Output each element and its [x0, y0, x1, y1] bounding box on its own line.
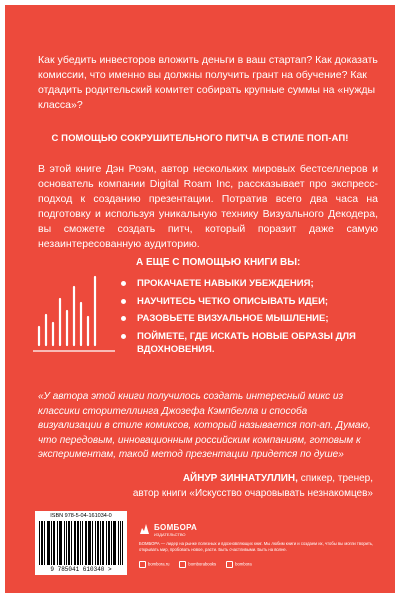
book-back-cover [5, 5, 395, 593]
social-link: bombora [226, 561, 252, 568]
benefit-item: НАУЧИТЕСЬ ЧЕТКО ОПИСЫВАТЬ ИДЕИ; [121, 295, 371, 309]
bar-chart-illustration-icon [31, 267, 121, 357]
social-link: bombora.ru [139, 561, 169, 568]
reviewer-book: автор книги «Искусство очаровывать незнакомцев» [132, 488, 373, 499]
barcode-number: 9 785041 610340 > [50, 566, 112, 573]
globe-icon [139, 561, 146, 568]
benefit-item: ПОЙМЕТЕ, ГДЕ ИСКАТЬ НОВЫЕ ОБРАЗЫ ДЛЯ ВДОХНОВЕНИЯ. [121, 330, 371, 357]
instagram-icon [226, 561, 233, 568]
barcode [35, 511, 127, 575]
reviewer-role: спикер, тренер, [297, 473, 373, 484]
reviewer-name: АЙНУР ЗИННАТУЛЛИН, [182, 473, 298, 484]
tagline: С ПОМОЩЬЮ СОКРУШИТЕЛЬНОГО ПИТЧА В СТИЛЕ ПОП-АП! [51, 133, 349, 144]
benefit-item: ПРОКАЧАЕТЕ НАВЫКИ УБЕЖДЕНИЯ; [121, 277, 371, 291]
publisher-note: БОМБОРА — лидер на рынке полезных и вдохновляющих книг. Мы любим книги и создаем их, чтобы вы могли творить, открывать мир, пробовать новое, расти. Быть счастливыми. Быть на волне. [139, 541, 374, 552]
publisher-subtitle: ИЗДАТЕЛЬСТВО [154, 532, 186, 537]
isbn-label: ISBN 978-5-04-161034-0 [50, 513, 112, 519]
quote-attribution [33, 471, 373, 501]
publisher-name: БОМБОРА [154, 523, 198, 532]
intro-paragraph: Как убедить инвесторов вложить деньги в ваш стартап? Как доказать комиссии, что именно вы должны получить грант на обучение? Как отдадить родительский комитет собирать крупные суммы на «нужды класса»? [38, 54, 378, 111]
benefit-item: РАЗОВЬЕТЕ ВИЗУАЛЬНОЕ МЫШЛЕНИЕ; [121, 312, 371, 326]
barcode-bars [39, 521, 123, 565]
review-quote: «У автора этой книги получилось создать интересный микс из классики сторителлинга Джозефа Кэмпбелла и способа визуализации в стиле комиксов, который называется поп-ап. Думаю, что передовым, инновационным российским компаниям, готовым к экспериментам, такой метод презентации придется по душе» [38, 391, 371, 460]
social-links [139, 561, 379, 568]
benefits-heading: А ЕЩЕ С ПОМОЩЬЮ КНИГИ ВЫ: [136, 257, 301, 268]
vk-icon [179, 561, 186, 568]
bombora-logo-icon [139, 523, 150, 535]
social-link: bomborabooks [179, 561, 216, 568]
description-paragraph: В этой книге Дэн Роэм, автор нескольких мировых бестселлеров и основатель компании Digital Roam Inc, рассказывает про экспресс-подход к созданию презентации. Потратив всего два часа на подготовку и используя уникальную технику Визуального Декодера, вы сможете создать питч, который поразит даже самую незаинтересованную аудиторию. [38, 163, 378, 250]
benefits-list [121, 277, 371, 361]
